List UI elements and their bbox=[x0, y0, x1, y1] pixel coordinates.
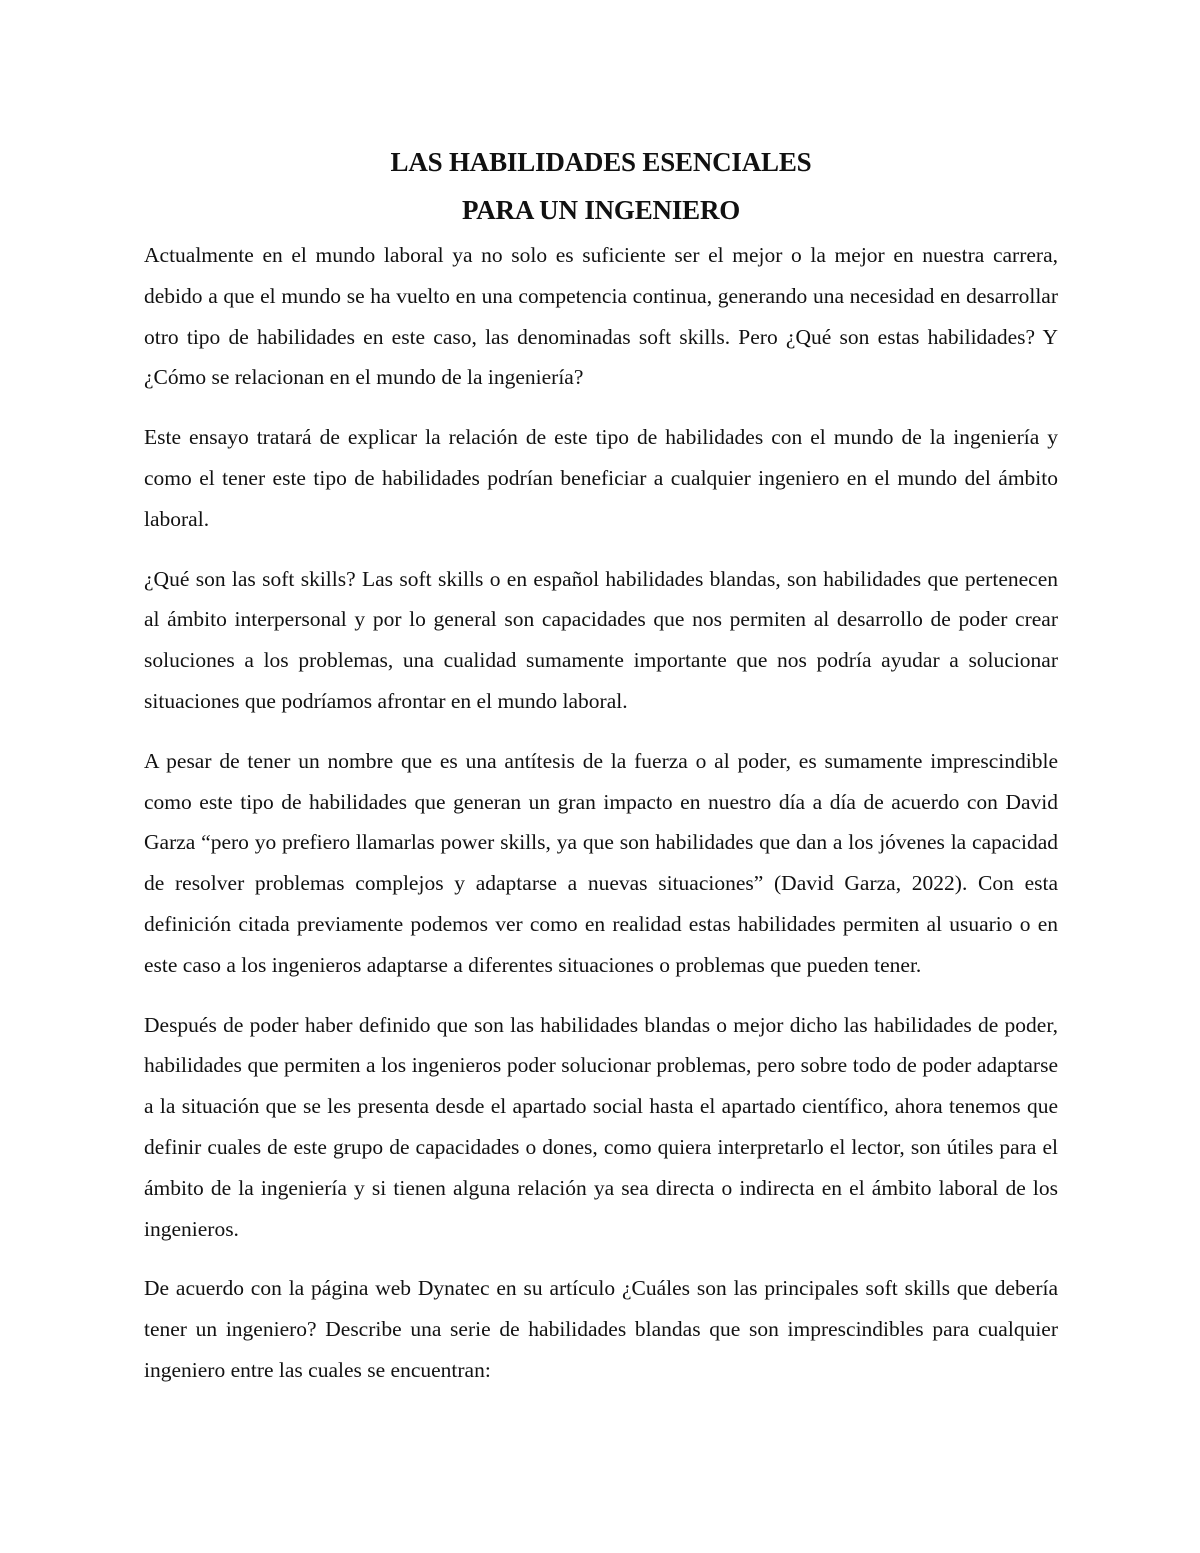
paragraph-engineering-relevance: Después de poder haber definido que son las habilidades blandas o mejor dicho las habilidades de poder, habilidades que permiten a los ingenieros poder solucionar problemas, pero sobre todo de poder adaptarse a la situación que se les presenta desde el apartado social hasta el apartado científico, ahora tenemos que definir cuales de este grupo de capacidades o dones, como quiera interpretarlo el lector, son útiles para el ámbito de la ingeniería y si tienen alguna relación ya sea directa o indirecta en el ámbito laboral de los ingenieros. bbox=[144, 1012, 1058, 1241]
title-line-2: PARA UN INGENIERO bbox=[461, 195, 741, 225]
paragraph-dynatec-source: De acuerdo con la página web Dynatec en su artículo ¿Cuáles son las principales soft skills que debería tener un ingeniero? Describe una serie de habilidades blandas que son imprescindibles para cualquier ingeniero entre las cuales se encuentran: bbox=[144, 1276, 1058, 1382]
paragraph-soft-skills-definition: ¿Qué son las soft skills? Las soft skills o en español habilidades blandas, son habilidades que pertenecen al ámbito interpersonal y por lo general son capacidades que nos permiten al desarrollo de poder crear soluciones a los problemas, una cualidad sumamente importante que nos podría ayudar a solucionar situaciones que podríamos afrontar en el mundo laboral. bbox=[144, 566, 1058, 713]
paragraph-introduction: Actualmente en el mundo laboral ya no solo es suficiente ser el mejor o la mejor en nuestra carrera, debido a que el mundo se ha vuelto en una competencia continua, generando una necesidad en desarrollar otro tipo de habilidades en este caso, las denominadas soft skills. Pero ¿Qué son estas habilidades? Y ¿Cómo se relacionan en el mundo de la ingeniería? bbox=[144, 243, 1058, 390]
paragraph-essay-purpose: Este ensayo tratará de explicar la relación de este tipo de habilidades con el mundo de la ingeniería y como el tener este tipo de habilidades podrían beneficiar a cualquier ingeniero en el mundo del ámbito laboral. bbox=[144, 425, 1058, 531]
title-line-1: LAS HABILIDADES ESENCIALES bbox=[390, 147, 812, 177]
document-title bbox=[144, 138, 1058, 234]
document-body bbox=[144, 138, 1058, 1410]
paragraph-power-skills: A pesar de tener un nombre que es una antítesis de la fuerza o al poder, es sumamente imprescindible como este tipo de habilidades que generan un gran impacto en nuestro día a día de acuerdo con David Garza “pero yo prefiero llamarlas power skills, ya que son habilidades que dan a los jóvenes la capacidad de resolver problemas complejos y adaptarse a nuevas situaciones” (David Garza, 2022). Con esta definición citada previamente podemos ver como en realidad estas habilidades permiten al usuario o en este caso a los ingenieros adaptarse a diferentes situaciones o problemas que pueden tener. bbox=[144, 748, 1058, 977]
